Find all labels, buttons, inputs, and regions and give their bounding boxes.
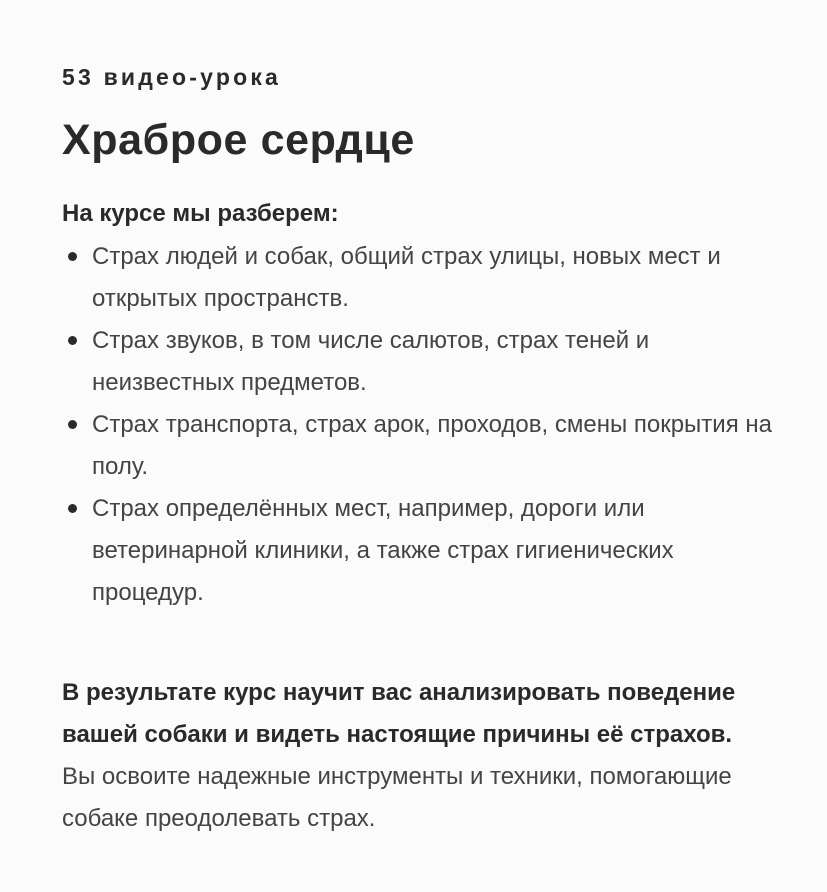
result-paragraph: [62, 672, 762, 840]
list-item: [62, 488, 782, 614]
lesson-count-label: 53 видео-урока: [62, 64, 282, 90]
list-item-text: Страх определённых мест, например, дороги или ветеринарной клиники, а также страх гигиенических процедур.: [92, 495, 674, 606]
list-item-text: Страх звуков, в том числе салютов, страх теней и неизвестных предметов.: [92, 327, 650, 396]
list-item: [62, 404, 782, 488]
result-regular-text: Вы освоите надежные инструменты и техники, помогающие собаке преодолевать страх.: [62, 763, 732, 832]
bullet-icon: [68, 336, 77, 345]
list-item: [62, 236, 782, 320]
bullet-icon: [68, 504, 77, 513]
topics-heading: На курсе мы разберем:: [62, 200, 339, 227]
bullet-icon: [68, 420, 77, 429]
topics-list: [62, 236, 782, 614]
list-item: [62, 320, 782, 404]
bullet-icon: [68, 252, 77, 261]
list-item-text: Страх людей и собак, общий страх улицы, новых мест и открытых пространств.: [92, 243, 721, 312]
list-item-text: Страх транспорта, страх арок, проходов, смены покрытия на полу.: [92, 411, 772, 480]
result-bold-text: В результате курс научит вас анализировать поведение вашей собаки и видеть настоящие причины её страхов.: [62, 679, 736, 748]
course-title: Храброе сердце: [62, 116, 415, 164]
